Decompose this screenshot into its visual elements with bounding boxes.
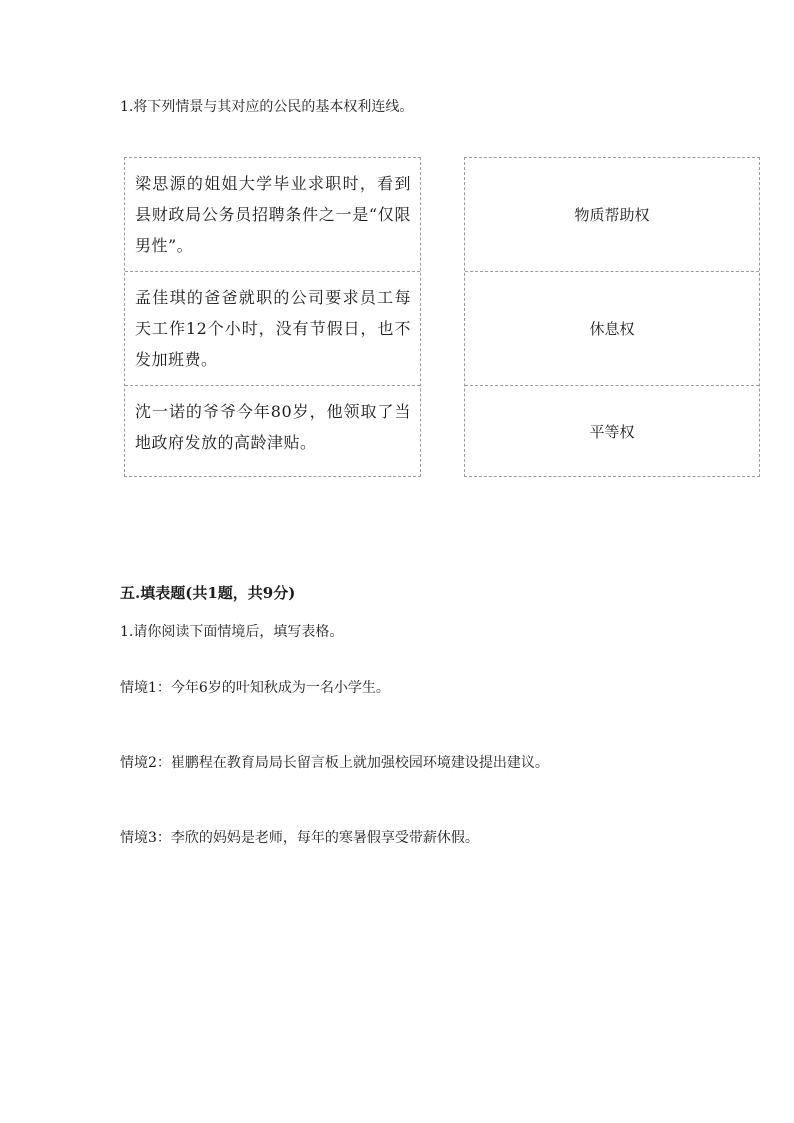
situation-2: 情境2：崔鹏程在教育局局长留言板上就加强校园环境建设提出建议。 xyxy=(120,755,549,771)
question-1-prompt: 1.将下列情景与其对应的公民的基本权利连线。 xyxy=(120,99,414,115)
scenario-item[interactable]: 梁思源的姐姐大学毕业求职时，看到县财政局公务员招聘条件之一是“仅限男性”。 xyxy=(125,158,420,272)
section-5-question-1: 1.请你阅读下面情境后，填写表格。 xyxy=(120,624,344,640)
right-item[interactable]: 休息权 xyxy=(465,272,759,386)
right-item[interactable]: 物质帮助权 xyxy=(465,158,759,272)
situation-3: 情境3：李欣的妈妈是老师，每年的寒暑假享受带薪休假。 xyxy=(120,830,479,846)
scenario-item[interactable]: 沈一诺的爷爷今年80岁，他领取了当地政府发放的高龄津贴。 xyxy=(135,402,411,452)
right-item[interactable]: 平等权 xyxy=(589,422,635,441)
scenario-column xyxy=(124,157,421,477)
section-5-heading: 五.填表题(共1题，共9分) xyxy=(120,584,296,602)
scenario-item[interactable]: 孟佳琪的爸爸就职的公司要求员工每天工作12个小时，没有节假日，也不发加班费。 xyxy=(125,272,420,386)
situation-1: 情境1：今年6岁的叶知秋成为一名小学生。 xyxy=(120,680,390,696)
rights-column xyxy=(464,157,760,477)
